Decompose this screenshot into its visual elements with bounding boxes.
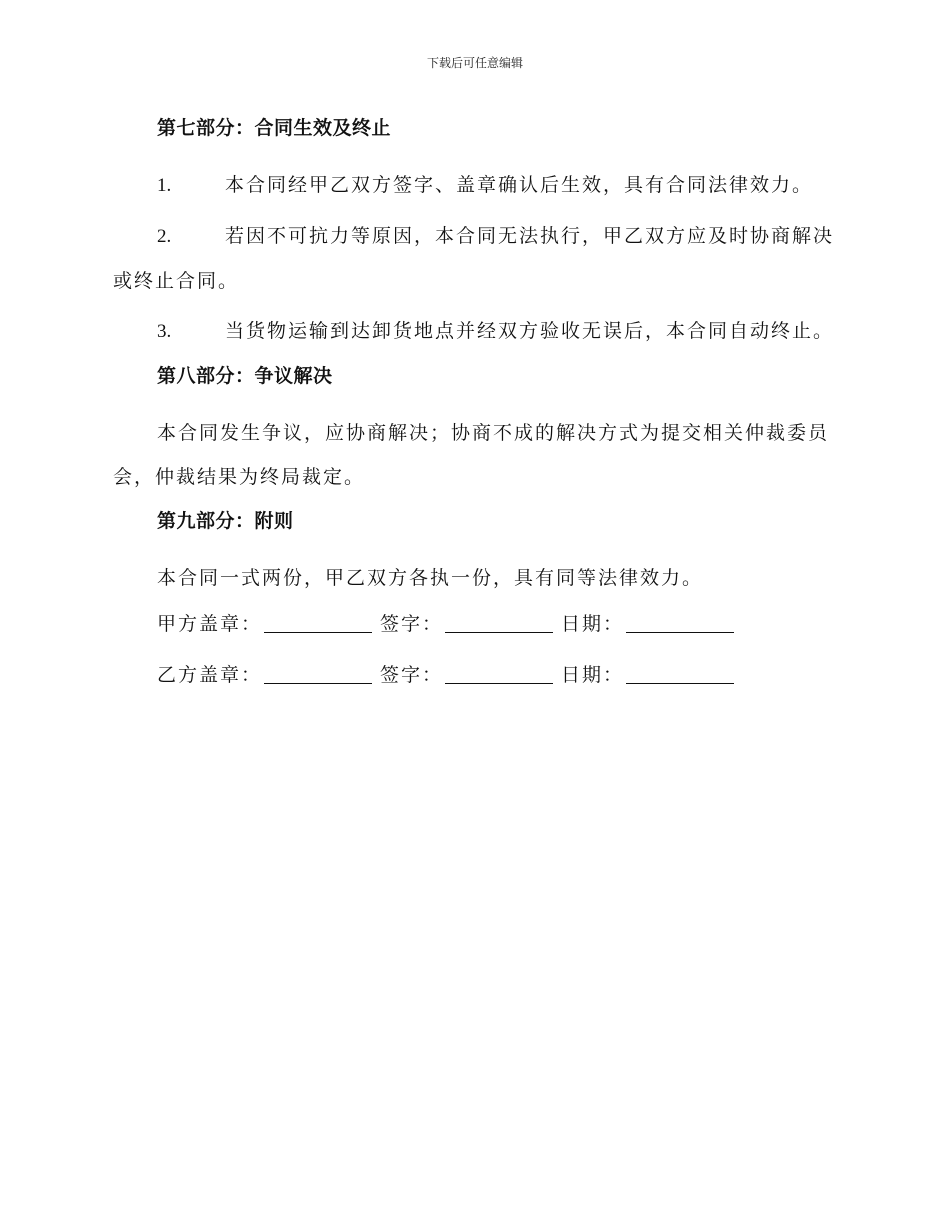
clause-item xyxy=(113,309,837,354)
signature-row-party-b xyxy=(113,659,837,691)
clause-text: 当货物运输到达卸货地点并经双方验收无误后，本合同自动终止。 xyxy=(225,320,835,342)
seal-label: 乙方盖章： xyxy=(157,664,263,686)
section-8-title: 第八部分：争议解决 xyxy=(157,365,333,387)
clause-item xyxy=(113,214,837,303)
clause-item xyxy=(113,163,837,208)
document-body xyxy=(113,112,837,710)
sign-blank[interactable] xyxy=(445,661,553,684)
clause-text: 本合同经甲乙双方签字、盖章确认后生效，具有合同法律效力。 xyxy=(225,174,814,196)
clause-number: 1. xyxy=(157,175,172,196)
date-label: 日期： xyxy=(561,664,625,686)
sign-label: 签字： xyxy=(380,664,444,686)
sign-label: 签字： xyxy=(380,613,444,635)
date-label: 日期： xyxy=(561,613,625,635)
clause-number: 2. xyxy=(157,226,172,247)
seal-blank[interactable] xyxy=(264,661,372,684)
header-note: 下载后可任意编辑 xyxy=(426,56,523,70)
section-9-title: 第九部分：附则 xyxy=(157,510,294,532)
sign-blank[interactable] xyxy=(445,610,553,633)
clause-text: 若因不可抗力等原因，本合同无法执行，甲乙双方应及时协商解决或终止合同。 xyxy=(113,225,835,292)
seal-label: 甲方盖章： xyxy=(157,613,263,635)
section-7-title: 第七部分：合同生效及终止 xyxy=(157,117,392,139)
signature-row-party-a xyxy=(113,608,837,640)
section-8-text: 本合同发生争议，应协商解决；协商不成的解决方式为提交相关仲裁委员会，仲裁结果为终局裁定。 xyxy=(113,422,830,488)
clause-number: 3. xyxy=(157,321,172,342)
date-blank[interactable] xyxy=(626,661,734,684)
seal-blank[interactable] xyxy=(264,610,372,633)
section-9-text: 本合同一式两份，甲乙双方各执一份，具有同等法律效力。 xyxy=(157,567,704,589)
date-blank[interactable] xyxy=(626,610,734,633)
